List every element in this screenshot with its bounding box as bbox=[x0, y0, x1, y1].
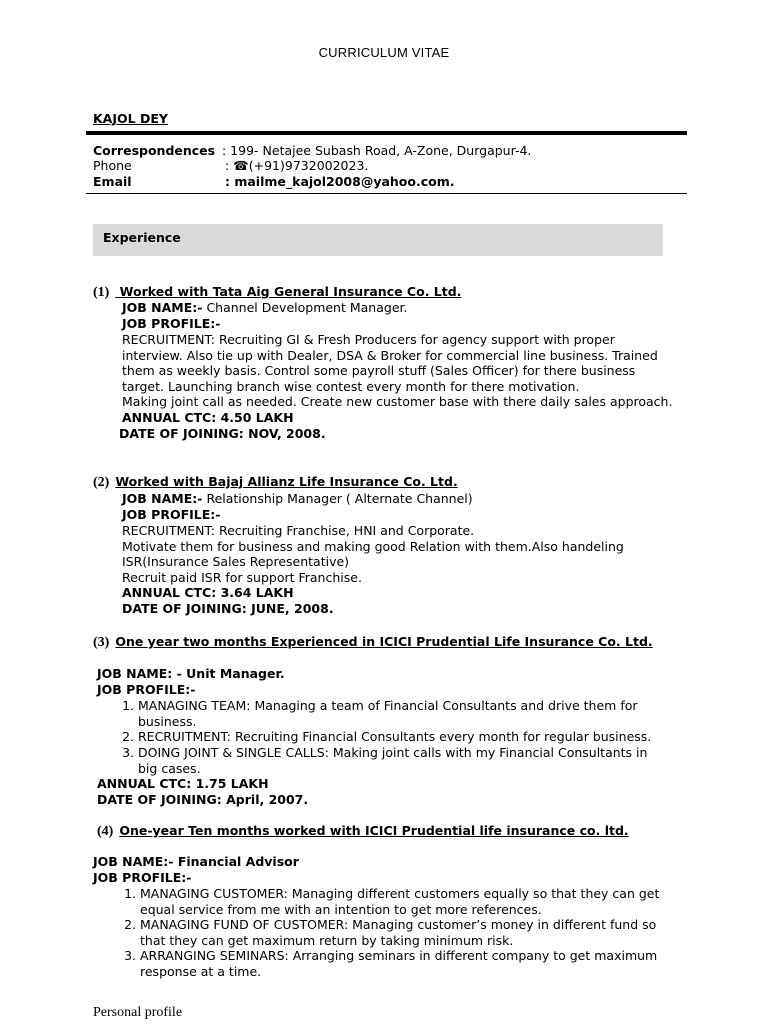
list-line: RECRUITMENT: Recruiting Financial Consultants every month for regular business. bbox=[138, 729, 652, 744]
job-2-doj: DATE OF JOINING: JUNE, 2008. bbox=[122, 601, 334, 616]
list-line: DOING JOINT & SINGLE CALLS: Making joint calls with my Financial Consultants in bbox=[138, 745, 648, 760]
job-1-desc-line: interview. Also tie up with Dealer, DSA & Broker for commercial line business. Trained bbox=[122, 348, 658, 363]
job-4-list-item bbox=[124, 886, 660, 917]
job-2-ctc: ANNUAL CTC: 3.64 LAKH bbox=[122, 585, 294, 600]
experience-section-header bbox=[93, 224, 663, 256]
document-title: CURRICULUM VITAE bbox=[318, 45, 450, 60]
divider-thin bbox=[86, 193, 687, 194]
correspondences-label: Correspondences bbox=[93, 143, 216, 158]
job-1-ctc: ANNUAL CTC: 4.50 LAKH bbox=[122, 410, 294, 425]
job-3-list-item bbox=[122, 745, 648, 776]
job-2-desc-line: Motivate them for business and making good Relation with them.Also handeling bbox=[122, 539, 624, 554]
job-3-title: One year two months Experienced in ICICI Prudential Life Insurance Co. Ltd. bbox=[115, 634, 653, 649]
job-4-heading bbox=[97, 823, 629, 840]
job-4-profile-label: JOB PROFILE:- bbox=[93, 870, 192, 885]
candidate-name: KAJOL DEY bbox=[93, 111, 168, 126]
job-2-desc-line: ISR(Insurance Sales Representative) bbox=[122, 554, 350, 569]
list-line: business. bbox=[138, 713, 197, 729]
email-row bbox=[93, 174, 455, 189]
job-1-title: Worked with Tata Aig General Insurance Co. Ltd. bbox=[115, 284, 462, 299]
job-4-name-value: Financial Advisor bbox=[173, 854, 299, 869]
email-label: Email bbox=[93, 174, 132, 189]
list-line: MANAGING FUND OF CUSTOMER: Managing customer’s money in different fund so bbox=[140, 917, 657, 932]
list-line: MANAGING TEAM: Managing a team of Financial Consultants and drive them for bbox=[138, 698, 638, 713]
job-1-doj: DATE OF JOINING: NOV, 2008. bbox=[119, 426, 326, 441]
correspondences-row bbox=[93, 143, 531, 158]
list-number: 2. bbox=[122, 729, 134, 744]
job-4-list-item bbox=[124, 917, 657, 948]
job-3-heading bbox=[93, 634, 653, 651]
job-1-heading bbox=[93, 284, 461, 301]
job-4-list-item bbox=[124, 948, 658, 979]
job-4-name bbox=[93, 854, 299, 870]
job-1-name-value: Channel Development Manager. bbox=[202, 300, 408, 315]
job-2-name-value: Relationship Manager ( Alternate Channel) bbox=[202, 491, 473, 506]
job-1-profile-label: JOB PROFILE:- bbox=[122, 316, 221, 331]
job-3-list-item bbox=[122, 729, 652, 745]
experience-label: Experience bbox=[103, 230, 181, 245]
phone-value: : ☎(+91)9732002023. bbox=[225, 158, 369, 173]
job-2-number: (2) bbox=[93, 475, 110, 490]
personal-profile-heading: Personal profile bbox=[93, 1005, 183, 1020]
job-2-desc-line: Recruit paid ISR for support Franchise. bbox=[122, 570, 362, 585]
list-number: 1. bbox=[124, 886, 136, 901]
list-number: 1. bbox=[122, 698, 134, 713]
phone-row bbox=[93, 158, 368, 173]
list-line: that they can get maximum return by taking minimum risk. bbox=[140, 932, 514, 948]
list-line: ARRANGING SEMINARS: Arranging seminars in different company to get maximum bbox=[140, 948, 658, 963]
list-number: 3. bbox=[124, 948, 136, 963]
list-line: equal service from me with an intention to get more references. bbox=[140, 901, 542, 917]
job-2-name-label: JOB NAME:- bbox=[122, 491, 203, 506]
job-2-title: Worked with Bajaj Allianz Life Insurance Co. Ltd. bbox=[115, 474, 458, 489]
job-2-profile-label: JOB PROFILE:- bbox=[122, 507, 221, 522]
job-1-name-label: JOB NAME:- bbox=[122, 300, 203, 315]
job-3-name: JOB NAME: - Unit Manager. bbox=[97, 666, 285, 681]
job-1-desc-line: target. Launching branch wise contest every month for there motivation. bbox=[122, 379, 580, 394]
phone-label: Phone bbox=[93, 158, 132, 173]
job-4-title: One-year Ten months worked with ICICI Prudential life insurance co. ltd. bbox=[119, 823, 629, 838]
job-4-name-label: JOB NAME:- bbox=[93, 854, 174, 869]
job-3-list-item bbox=[122, 698, 638, 729]
correspondences-value: : 199- Netajee Subash Road, A-Zone, Durgapur-4. bbox=[222, 143, 532, 158]
job-3-number: (3) bbox=[93, 635, 110, 650]
job-1-desc-line: Making joint call as needed. Create new customer base with there daily sales approach. bbox=[122, 394, 673, 409]
job-1-number: (1) bbox=[93, 285, 110, 300]
list-line: MANAGING CUSTOMER: Managing different customers equally so that they can get bbox=[140, 886, 660, 901]
email-value: : mailme_kajol2008@yahoo.com. bbox=[225, 174, 455, 189]
job-2-heading bbox=[93, 474, 458, 491]
list-line: response at a time. bbox=[140, 963, 262, 979]
list-line: big cases. bbox=[138, 760, 201, 776]
job-1-desc-line: RECRUITMENT: Recruiting GI & Fresh Producers for agency support with proper bbox=[122, 332, 615, 347]
divider-thick bbox=[86, 131, 687, 135]
job-3-profile-label: JOB PROFILE:- bbox=[97, 682, 196, 697]
job-1-name bbox=[122, 300, 407, 316]
job-2-name bbox=[122, 491, 473, 507]
job-2-desc-line: RECRUITMENT: Recruiting Franchise, HNI and Corporate. bbox=[122, 523, 475, 538]
job-4-number: (4) bbox=[97, 824, 114, 839]
job-3-doj: DATE OF JOINING: April, 2007. bbox=[97, 792, 309, 807]
list-number: 2. bbox=[124, 917, 136, 932]
list-number: 3. bbox=[122, 745, 134, 760]
job-3-ctc: ANNUAL CTC: 1.75 LAKH bbox=[97, 776, 269, 791]
job-1-desc-line: them as weekly basis. Control some payroll stuff (Sales Officer) for there business bbox=[122, 363, 636, 378]
